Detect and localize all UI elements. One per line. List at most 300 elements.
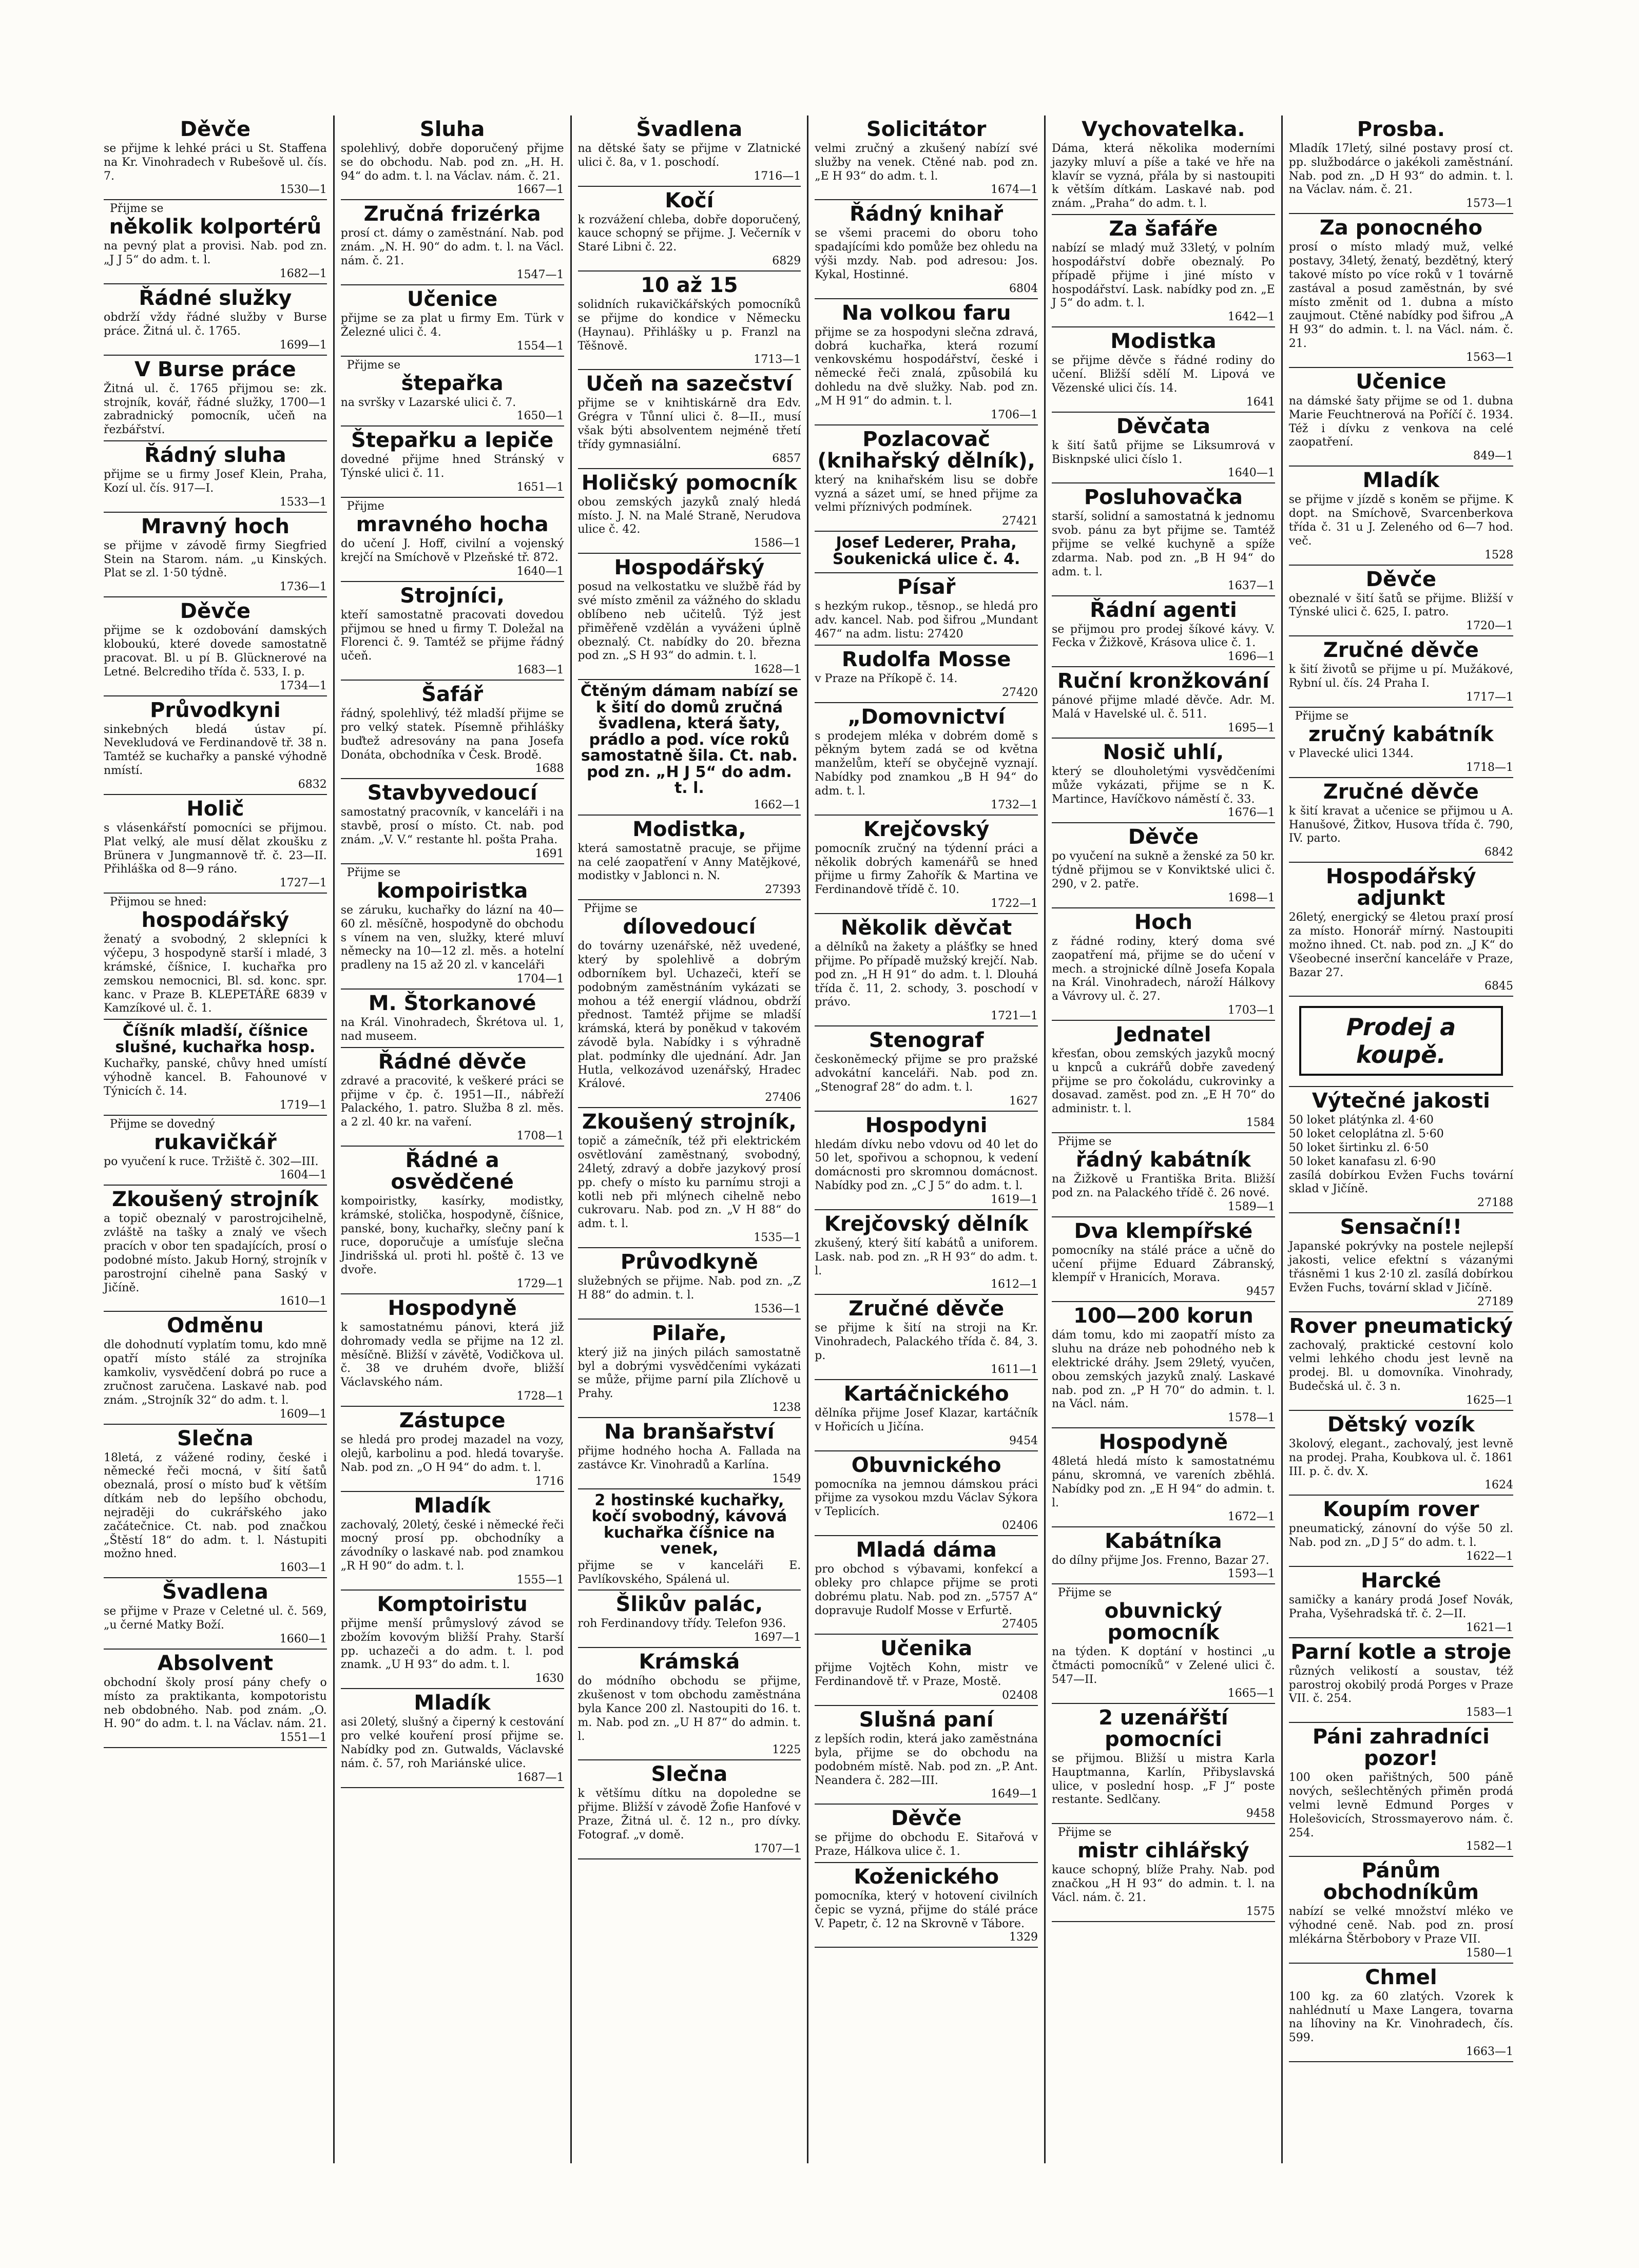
ad-heading: Kartáčnického — [843, 1382, 1009, 1406]
classified-ad — [104, 200, 327, 284]
ad-body: se záruku, kuchařky do lázní na 40—60 zl. měsíčně, hospodyně do obchodu s vínem na ven, služky, které mluví německy na 10—12 zl. měs. a hotelní pradleny na 15 až 20 zl. v kanceláři — [340, 903, 564, 972]
ad-reference: 1720—1 — [1466, 619, 1513, 633]
classified-ad — [341, 285, 564, 357]
ad-reference: 1578—1 — [1227, 1411, 1275, 1425]
classified-ad — [578, 370, 801, 469]
ad-reference: 1583—1 — [1466, 1706, 1513, 1719]
ad-body: s prodejem mléka v dobrém domě s pěkným bytem zadá se od května manželům, kteří se obyčejně vyznají. Nabídky pod znamkou „B H 94“ do adm. t. l. — [815, 729, 1038, 798]
classified-ad — [1289, 214, 1513, 368]
classified-ad — [1052, 596, 1275, 668]
classified-ad — [815, 1380, 1038, 1451]
classified-ad — [1289, 1087, 1513, 1213]
classified-ad — [815, 532, 1038, 573]
ad-reference: 6857 — [772, 452, 801, 465]
ad-reference: 1703—1 — [1227, 1003, 1275, 1017]
ad-heading: Učeň na sazečství — [586, 372, 793, 396]
ad-body: pomocník zručný na týdenní práci a několik dobrých kamenářů se hned přijme u firmy Zahořík & Martina ve Ferdinandově třídě č. 10. — [815, 842, 1038, 897]
ad-body: 26letý, energický se 4letou praxí prosí za místo. Honorář mírný. Nastoupiti možno ihned. Ct. nab. pod zn. „J K“ do Všeobecné inserční kanceláře v Praze, Bazar 27. — [1288, 911, 1513, 979]
classified-ad — [815, 1706, 1038, 1805]
classified-ad — [578, 554, 801, 680]
classified-ad — [1052, 115, 1275, 215]
ad-heading: Mravný hoch — [141, 514, 290, 538]
classified-ad — [815, 1210, 1038, 1295]
ad-body: se přijme v Praze v Celetné ul. č. 569, „u černé Matky Boží. — [104, 1605, 327, 1632]
ad-reference: 1589—1 — [1227, 1200, 1275, 1213]
ad-body: pneumatický, zánovní do výše 50 zl. Nab. pod zn. „D J 5“ do adm. t. l. — [1288, 1522, 1513, 1549]
classified-ad — [1052, 667, 1275, 739]
ad-reference: 1535—1 — [754, 1231, 801, 1245]
ad-body: dělníka přijme Josef Klazar, kartáčník v Hořicích u Jičína. — [815, 1406, 1038, 1433]
classified-ad — [341, 1147, 564, 1294]
ad-body: nabízí se velké množství mléko ve výhodné ceně. Nab. pod zn. prosí mlékárna Štěrbobory v Praze VII. — [1288, 1905, 1513, 1946]
ad-heading: Chmel — [1365, 1965, 1437, 1989]
ad-body: se přijme k šití na stroji na Kr. Vinohradech, Palackého třída č. 84, 3. p. — [815, 1322, 1038, 1363]
classified-ad — [341, 1492, 564, 1591]
ad-heading: hospodářský — [141, 908, 290, 933]
classified-ad — [1289, 778, 1513, 863]
ad-heading: Krejčovský — [863, 817, 990, 841]
ad-reference: 1662—1 — [754, 798, 801, 811]
ad-reference: 1688 — [535, 762, 564, 776]
classified-ad — [578, 1108, 801, 1248]
classified-ad — [104, 441, 327, 513]
ad-heading: 10 až 15 — [641, 274, 738, 298]
classified-ad — [815, 816, 1038, 914]
ad-body: se přijme v závodě firmy Siegfried Stein na Starom. nám. „u Kinských. Plat se zl. 1·50 týdně. — [104, 539, 327, 580]
ad-reference: 1575 — [1246, 1905, 1275, 1918]
ad-reference: 27420 — [1002, 686, 1038, 699]
ad-body: služebných se přijme. Nab. pod zn. „Z H 88“ do admin. t. l. — [577, 1275, 801, 1302]
ad-body: pomocníka, který v hotovení civilních čepic se vyzná, přijme do stálé práce V. Papetr, č. 12 na Skrovně v Tábore. — [815, 1890, 1038, 1930]
ad-reference: 1547—1 — [516, 268, 564, 281]
ad-reference: 1728—1 — [516, 1390, 564, 1403]
ad-body: 18letá, z vážené rodiny, české i německé řeči mocná, v šití šatů obeznalá, prosí o místo buď k větším dítkám neb do lepšího obchodu, nejraději do cukrářského jako začátečnice. Ct. nab. pod značkou „Štěstí 18“ do adm. t. l. Nástupiti možno hned. — [104, 1451, 327, 1561]
ad-heading: Čtěným dámam nabízí se k šití do domů zručná švadlena, která šaty, prádlo a pod. více roků samostatně šila. Ct. nab. pod zn. „H J 5“ do adm. t. l. — [580, 682, 798, 798]
classified-ad — [341, 357, 564, 427]
ad-reference: 02406 — [1002, 1519, 1038, 1533]
classified-ad — [1052, 215, 1275, 327]
ad-reference: 1699—1 — [279, 338, 327, 352]
ad-body: kteří samostatně pracovati dovedou přijmou se hned u firmy T. Doležal na Florenci č. 9. Tamtéž se přijme řádný učeň. — [340, 608, 564, 663]
ad-reference: 1563—1 — [1466, 351, 1513, 364]
ad-body: posud na velkostatku ve službě řád by své místo změnil za vážného do skladu oblíbeno neb učitelů. Týž jest přiměřeně vzdělán a vyváženi úplně obeznalý. Ct. nabídky do 20. března pod zn. „S H 93“ do admin. t. l. — [577, 580, 801, 663]
ad-heading: Zručná frizérka — [363, 202, 541, 226]
classified-ad — [104, 284, 327, 356]
ad-heading: Jednatel — [1115, 1022, 1211, 1046]
classified-ad — [104, 115, 327, 200]
classified-ad — [104, 795, 327, 894]
ad-body: obchodní školy prosí pány chefy o místo za praktikanta, kompotoristu neb obdobného. Nab. pod znám. „O. H. 90“ do adm. t. l. na Václav. nám. 21. — [104, 1676, 327, 1731]
ad-reference: 1716—1 — [754, 169, 801, 183]
classified-ad — [104, 1312, 327, 1424]
ad-heading: 2 uzenářští pomocníci — [1098, 1705, 1228, 1751]
ad-body: se přijmou. Bližší u mistra Karla Hauptmanna, Karlín, Přibyslavská ulice, v poslední hosp. „F J“ poste restante. Sedlčany. — [1052, 1752, 1275, 1807]
ad-body: zachovalý, 20letý, české i německé řeči mocný prosí pp. obchodníky a závodníky o laskavé nab. pod znamkou „R H 90“ do adm. t. l. — [340, 1518, 564, 1573]
ad-reference: 6804 — [1009, 282, 1038, 295]
ad-body: na Žižkově u Františka Brita. Bližší pod zn. na Palackého třídě č. 26 nové. — [1052, 1173, 1275, 1199]
classified-ad — [578, 1760, 801, 1859]
ad-heading: Hoch — [1134, 910, 1192, 934]
ad-reference: 1717—1 — [1466, 690, 1513, 704]
ad-reference: 1704—1 — [516, 973, 564, 986]
classified-ad — [1289, 1857, 1513, 1963]
ad-body: přijme se u firmy Josef Klein, Praha, Kozí ul. čís. 917—I. — [104, 468, 327, 495]
classified-ad — [578, 272, 801, 370]
ad-body: v Plavecké ulici 1344. — [1288, 747, 1414, 760]
ad-body: samostatný pracovník, v kanceláři i na stavbě, prosí o místo. Ct. nab. pod znám. „V. V.“ restante hl. pošta Praha. — [340, 806, 564, 847]
ad-heading: 100—200 korun — [1073, 1304, 1254, 1328]
ad-body: českoněmecký přijme se pro pražské advokátní kanceláři. Nab. pod zn. „Stenograf 28“ do adm. t. l. — [815, 1053, 1038, 1094]
classified-ad — [341, 681, 564, 779]
ad-body: dovedné přijme hned Stránský v Týnské ulici č. 11. — [340, 453, 564, 480]
ad-heading: Děvče — [180, 599, 250, 624]
ad-heading: Slušná paní — [859, 1708, 994, 1732]
classified-ad — [578, 900, 801, 1108]
ad-reference: 1642—1 — [1227, 311, 1275, 324]
ad-heading: Švadlena — [636, 118, 743, 141]
ad-heading: Strojníci, — [400, 584, 505, 608]
ad-heading: Zástupce — [399, 1409, 506, 1433]
ad-body: 100 kg. za 60 zlatých. Vzorek k nahlédnutí u Maxe Langera, tovarna na líhoviny na Kr. Vinohradech, čís. 599. — [1288, 1990, 1513, 2045]
ad-heading: Na branšařství — [604, 1420, 775, 1444]
ad-body: zkušený, který šití kabátů a uniforem. Lask. nab. pod zn. „R H 93“ do adm. t. l. — [815, 1236, 1038, 1277]
ad-heading: Solicitátor — [866, 118, 987, 141]
ad-heading: Učenice — [407, 287, 498, 311]
ad-body: po vyučení na sukně a ženské za 50 kr. týdně přijmou se v Konviktské ulici č. 290, v 2. patře. — [1052, 850, 1275, 891]
ad-reference: 1667—1 — [516, 183, 564, 197]
ad-heading: Řádné služky — [139, 286, 292, 311]
ad-heading: Holič — [186, 797, 244, 821]
classified-ad — [1052, 413, 1275, 484]
ad-heading: Šafář — [421, 683, 484, 707]
ad-heading: Mladík — [414, 1691, 491, 1715]
ad-body: k šití šatů přijme se Liksumrová v Bisknpské ulici číslo 1. — [1052, 439, 1275, 466]
ad-body: 50 loket plátýnka zl. 4·60 50 loket celoplátna zl. 5·60 50 loket širtinku zl. 6·50 50 loket kanafasu zl. 6·90 zasílá dobírkou Evžen Fuchs tovární sklad v Jičíně. — [1288, 1114, 1513, 1196]
classified-ad — [578, 115, 801, 187]
ad-body: přijme se v knihtiskárně dra Edv. Grégra v Tůnní ulici č. 8—II., musí však býti absolventem nejméně třetí třídy gymnasiální. — [577, 397, 801, 451]
classified-ad — [1052, 908, 1275, 1021]
ad-reference: 1625—1 — [1466, 1393, 1513, 1407]
ad-reference: 1528 — [1484, 548, 1513, 561]
ad-body: pomocníka na jemnou dámskou práci přijme za vysokou mzdu Václav Sýkora v Teplicích. — [815, 1478, 1038, 1519]
classified-ad — [815, 200, 1038, 299]
ad-reference: 1630 — [535, 1672, 564, 1685]
ad-heading: mravného hocha — [356, 513, 549, 537]
ad-heading: Hospodářský — [614, 556, 765, 580]
ad-heading: Na volkou faru — [841, 301, 1011, 325]
ad-body: Mladík 17letý, silné postavy prosí ct. pp. službodárce o jakékoli zaměstnání. Nab. pod zn. „D H 93“ do admin. t. l. na Václav. nám. č. 21. — [1288, 142, 1513, 197]
ad-heading: Několik děvčat — [841, 916, 1012, 940]
ad-heading: Stavbyvedoucí — [367, 781, 537, 805]
ad-reference: 1584 — [1246, 1116, 1275, 1130]
ad-reference: 1640—1 — [1227, 467, 1275, 480]
ad-body: dám tomu, kdo mi zaopatří místo za sluhu na dráze neb pohodného neb k elektrické dráhy. Jsem 29letý, vyučen, obou zemských jazyků znalý. Laskavé nab. pod zn. „P H 70“ do admin. t. l. na Václ. nám. — [1052, 1329, 1275, 1411]
ad-heading: Řádné a osvědčené — [391, 1148, 514, 1194]
ad-reference: 1732—1 — [991, 798, 1038, 811]
classified-ad — [1052, 739, 1275, 823]
ad-heading: Děvče — [891, 1807, 962, 1831]
ad-body: na dámské šaty přijme se od 1. dubna Marie Feuchtnerová na Poříčí č. 1934. Též i dívku z venkova na celé zaopatření. — [1288, 394, 1513, 449]
ad-heading: Sensační!! — [1340, 1215, 1462, 1239]
ad-reference: 1716 — [535, 1475, 564, 1488]
ad-reference: 9457 — [1246, 1285, 1275, 1298]
column-6 — [1283, 115, 1519, 2163]
classified-ad — [341, 1689, 564, 1788]
classified-ad — [1289, 368, 1513, 467]
ad-heading: zručný kabátník — [1308, 722, 1494, 746]
ad-heading: kompoiristka — [376, 879, 528, 903]
ad-reference: 1593—1 — [1227, 1567, 1275, 1581]
ad-prefix: Přijmou se hned: — [110, 896, 207, 909]
ad-reference: 6829 — [772, 255, 801, 268]
ad-body: k šití kravat a učenice se přijmou u A. Hanušové, Žitkov, Husova třída č. 790, IV. parto. — [1288, 804, 1513, 845]
classified-ad — [1052, 327, 1275, 412]
ad-reference: 1530—1 — [279, 183, 327, 197]
ad-heading: dílovedoucí — [623, 915, 756, 939]
classified-ad — [1289, 1964, 1513, 2062]
ad-reference: 1238 — [772, 1401, 801, 1414]
ad-heading: Mladík — [414, 1494, 491, 1518]
ad-reference: 1672—1 — [1227, 1510, 1275, 1523]
ad-heading: Prosba. — [1357, 118, 1445, 141]
ad-reference: 1582—1 — [1466, 1840, 1513, 1853]
classified-ad — [815, 115, 1038, 200]
classified-ad — [1289, 115, 1513, 214]
classified-ad — [815, 1863, 1038, 1948]
ad-reference: 27188 — [1477, 1196, 1513, 1210]
ad-prefix: Přijme se — [346, 358, 401, 372]
classified-ad — [578, 1418, 801, 1489]
classified-ad — [341, 1591, 564, 1689]
classified-ad — [104, 1186, 327, 1312]
classified-ad — [104, 597, 327, 696]
ad-heading: Děvčata — [1116, 414, 1210, 438]
ad-body: 48letá hledá místo k samostatnému pánu, skromná, ve vareních zběhlá. Nabídky pod zn. „E H 94“ do admin. t. l. — [1052, 1455, 1275, 1509]
ad-body: Kuchařky, panské, chůvy hned umístí výhodně kancel. B. Fahounové v Týnicích č. 14. — [104, 1057, 327, 1098]
ad-reference: 1533—1 — [279, 495, 327, 509]
ad-reference: 1619—1 — [991, 1193, 1038, 1206]
ad-reference: 1610—1 — [279, 1295, 327, 1308]
ad-heading: Kočí — [665, 188, 714, 212]
ad-heading: Mladík — [1362, 469, 1440, 493]
ad-heading: Děvče — [180, 118, 250, 141]
classified-ad — [1289, 863, 1513, 997]
ad-body: v Praze na Příkopě č. 14. — [815, 672, 958, 685]
classified-ad — [341, 115, 564, 200]
newspaper-page — [98, 115, 1519, 2163]
ad-reference: 27405 — [1002, 1618, 1038, 1631]
ad-reference: 1554—1 — [516, 339, 564, 353]
ad-reference: 1603—1 — [279, 1561, 327, 1575]
ad-reference: 1604—1 — [279, 1169, 327, 1182]
ad-body: ženatý a svobodný, 2 sklepníci k výčepu, 3 hospodyně starší i mladé, 3 krámské, číšnice, I. kuchařka pro zemskou nemocnici, Bl. sd. konc. spr. kanc. v Praze B. KLEPETÁŘE 6839 v Kamzíkové ul. č. 1. — [104, 933, 327, 1015]
ad-body: přijme se v kanceláři E. Pavlíkovského, Spálená ul. — [577, 1559, 801, 1586]
classified-ad — [104, 1020, 327, 1115]
ad-heading: Zkoušený strojník — [112, 1188, 319, 1212]
ad-heading: Krámská — [639, 1650, 740, 1674]
classified-ad — [1052, 823, 1275, 908]
ad-heading: Parní kotle a stroje — [1290, 1640, 1512, 1664]
ad-reference: 9454 — [1009, 1434, 1038, 1447]
ad-heading: Vychovatelka. — [1082, 118, 1245, 141]
ad-reference: 27393 — [765, 883, 801, 897]
ad-heading: Číšník mladší, číšnice slušné, kuchařka hosp. — [115, 1022, 316, 1056]
ad-reference: 1719—1 — [279, 1098, 327, 1112]
classified-ad — [104, 1650, 327, 1748]
ad-body: přijme se za hospodyni slečna zdravá, dobrá kuchařka, která rozumí venkovskému hospodářství, české i německé řeči znalá, způsobilá ku dohledu na dvě služky. Nab. pod zn. „M H 91“ do admin. t. l. — [815, 325, 1038, 408]
ad-heading: Písař — [897, 575, 956, 599]
classified-ad — [815, 1635, 1038, 1706]
ad-heading: několik kolportérů — [109, 215, 322, 239]
ad-reference: 1586—1 — [754, 537, 801, 550]
ad-heading: Obuvnického — [851, 1453, 1001, 1477]
classified-ad — [578, 187, 801, 272]
ad-heading: Řádný knihař — [850, 202, 1004, 226]
classified-ad — [1289, 1567, 1513, 1638]
ad-reference: 02408 — [1002, 1689, 1038, 1702]
ad-heading: Mladá dáma — [856, 1538, 997, 1562]
ad-reference: 1637—1 — [1227, 579, 1275, 592]
ad-body: řádný, spolehlivý, též mladší přijme se pro velký statek. Písemně přihlášky buďtež adresovány na pana Josefa Donáta, obchodníka v Česk. Brodě. — [340, 707, 564, 762]
classified-ad — [104, 513, 327, 597]
ad-body: dle dohodnutí vyplatím tomu, kdo mně opatří místo stálé za strojníka kamkoliv, vysvědčení dobrá po ruce a zručnost zaručena. Laskavé nab. pod znám. „Strojník 32“ do adm. t. l. — [104, 1339, 327, 1407]
classified-ad — [1052, 1704, 1275, 1824]
classified-ad — [341, 1048, 564, 1147]
ad-body: kompoiristky, kasírky, modistky, krámské, stolička, hospodyně, číšnice, panské, bony, kuchařky, slečny paní k ruce, doporučuje a umísťuje slečna Jindrišská ul. proti hl. poště č. 13 ve dvoře. — [340, 1194, 564, 1277]
classified-ad — [1289, 1312, 1513, 1411]
ad-heading: Zručné děvče — [849, 1297, 1005, 1321]
classified-ad — [1289, 708, 1513, 778]
ad-reference: 1727—1 — [279, 877, 327, 890]
column-1 — [98, 115, 335, 2163]
column-2 — [335, 115, 572, 2163]
ad-body: sinkebných bledá ústav pí. Nevekludová ve Ferdinandově tř. 38 n. Tamtéž se kuchařky a panské výhodně nmístí. — [104, 723, 327, 778]
ad-reference: 1627 — [1009, 1094, 1038, 1108]
ad-body: 100 oken pařištných, 500 páně nových, sešlechtěných přiměn prodá velmi levně Edmund Porges v Holešovicích, Strossmayerovo nám. č. 254. — [1288, 1771, 1513, 1839]
classified-ad — [1052, 1021, 1275, 1133]
ad-reference: 1698—1 — [1227, 891, 1275, 904]
ad-body: pomocníky na stálé práce a učně do učení přijme Eduard Zábranský, klempíř v Hranicích, Morava. — [1052, 1244, 1275, 1285]
ad-reference: 1573—1 — [1466, 197, 1513, 210]
ad-body: kauce schopný, blíže Prahy. Nab. pod značkou „H H 93“ do admin. t. l. na Václ. nám. č. 21. — [1052, 1864, 1275, 1904]
ad-body: solidních rukavičkářských pomocníků se přijme do kondice v Německu (Haynau). Přihlášky u p. Franzl na Těšnově. — [577, 298, 801, 353]
ad-body: obdrží vždy řádné služby v Burse práce. Žitná ul. č. 1765. — [104, 311, 327, 338]
classified-ad — [341, 200, 564, 285]
ad-heading: Rover pneumatický — [1289, 1314, 1513, 1338]
classified-ad — [815, 914, 1038, 1026]
classified-ad — [1289, 997, 1513, 1087]
ad-reference: 1536—1 — [754, 1302, 801, 1315]
classified-ad — [341, 498, 564, 582]
ad-reference: 27406 — [765, 1091, 801, 1104]
ad-heading: Za ponocného — [1319, 216, 1482, 240]
ad-reference: 1729—1 — [516, 1277, 564, 1290]
ad-heading: Hospodářský adjunkt — [1326, 865, 1476, 910]
classified-ad — [1289, 566, 1513, 637]
ad-heading: Sluha — [419, 118, 485, 141]
ad-body: k většímu dítku na dopoledne se přijme. Bližší v závodě Žofie Hanfové v Praze, Žitná ul. č. 12 n., pro dívky. Fotograf. „v domě. — [577, 1787, 801, 1841]
ad-body: na pevný plat a provisi. Nab. pod zn. „J J 5“ do adm. t. l. — [104, 240, 327, 267]
ad-body: prosí o místo mladý muž, velké postavy, 34letý, ženatý, bezdětný, který takové místo po více roků v 1 továrně zastával a posud zaměstnán, by své místo změnit od 1. dubna a místo zaujmout. Ctěné nabídky pod šifrou „A H 93“ do admin. t. l. na Václ. nám. č. 21. — [1288, 241, 1513, 351]
classified-ad — [578, 469, 801, 554]
ad-prefix: Přijme — [346, 500, 384, 513]
ad-heading: Řádné děvče — [378, 1050, 527, 1074]
ad-heading: štepařka — [401, 371, 504, 395]
ad-reference: 1551—1 — [279, 1731, 327, 1744]
ad-body: obou zemských jazyků znalý hledá místo. J. N. na Malé Straně, Nerudova ulice č. 42. — [577, 495, 801, 536]
ad-reference: 849—1 — [1473, 450, 1513, 463]
classified-ad — [341, 1294, 564, 1407]
ad-body: který již na jiných pilách samostatně byl a dobrými vysvědčeními vykázati se může, přijme parní pila Zlíchově u Prahy. — [577, 1346, 801, 1401]
ad-reference: 1660—1 — [279, 1632, 327, 1645]
ad-heading: Zručné děvče — [1323, 638, 1479, 663]
ad-heading: Ruční kronžkování — [1057, 669, 1269, 693]
classified-ad — [815, 299, 1038, 425]
ad-body: Dáma, která několika moderními jazyky mluví a píše a také ve hře na klavír se vyzná, přála by si nastoupiti k větším dítkám. Laskavé nab. pod znám. „Praha“ do adm. t. l. — [1052, 142, 1275, 210]
classified-ad — [341, 779, 564, 864]
ad-reference: 1695—1 — [1227, 721, 1275, 734]
classified-ad — [1052, 1133, 1275, 1217]
classified-ad — [104, 1425, 327, 1579]
ad-body: se přijme k lehké práci u St. Staffena na Kr. Vinohradech v Rubešově ul. čís. 7. — [104, 142, 327, 183]
ad-reference: 1721—1 — [991, 1010, 1038, 1023]
classified-ad — [815, 1026, 1038, 1111]
ad-body: přijme hodného hocha A. Fallada na zastávce Kr. Vinohradů a Karlína. — [577, 1445, 801, 1471]
ad-body: s vlásenkářstí pomocníci se přijmou. Plat velký, ale musí dělat zkoušku z Brünera v Jungmannově tř. č. 23—II. Přihláška od 8—9 ráno. — [104, 821, 327, 876]
ad-prefix: Přijme se — [110, 202, 164, 216]
ad-body: k rozvážení chleba, dobře doporučený, kauce schopný se přijme. J. Večerník v Staré Libni č. 22. — [577, 213, 801, 254]
ad-prefix: Přijme se — [1295, 709, 1349, 723]
ad-heading: Hospodyně — [1098, 1430, 1228, 1455]
ad-heading: Hospodyně — [388, 1296, 517, 1320]
ad-body: který se dlouholetými vysvědčeními může vykázati, přijme se n K. Martince, Havíčkovo náměstí č. 33. — [1052, 765, 1275, 806]
ad-body: Žitná ul. č. 1765 přijmou se: zk. strojník, kovář, řádné služky, 1700—1 zabradnický pomocník, učeň na řezbářství. — [104, 382, 327, 437]
ad-reference: 1683—1 — [516, 664, 564, 677]
classified-ad — [815, 1536, 1038, 1635]
ad-body: na dětské šaty se přijme v Zlatnické ulici č. 8a, v 1. poschodí. — [577, 142, 801, 169]
classified-ad — [341, 427, 564, 498]
ad-reference: 1708—1 — [516, 1129, 564, 1142]
ad-body: roh Ferdinandovy třídy. Telefon 936. — [577, 1617, 786, 1631]
ad-heading: Dětský vozík — [1327, 1412, 1475, 1437]
ad-heading: Řádní agenti — [1090, 598, 1237, 622]
classified-ad — [104, 1116, 327, 1186]
ad-body: se přijme děvče s řádné rodiny do učení. Bližší sdělí M. Lipová ve Vězenské ulici čís. 14. — [1052, 354, 1275, 395]
ad-body: zdravé a pracovité, k veškeré práci se přijme v čp. č. 1951—II., nábřeží Palackého, 1. patro. Služba 8 zl. měs. a 2 zl. 40 kr. na vaření. — [340, 1074, 564, 1129]
ad-heading: Koupím rover — [1323, 1498, 1479, 1522]
ad-heading: M. Štorkanové — [368, 992, 536, 1016]
ad-reference: 1611—1 — [991, 1363, 1038, 1376]
classified-ad — [1052, 1527, 1275, 1585]
ad-heading: Pánům obchodníkům — [1323, 1859, 1479, 1905]
ad-reference: 1682—1 — [279, 267, 327, 281]
ad-prefix: Přijme se — [346, 866, 401, 879]
classified-ad — [578, 1489, 801, 1591]
ad-body: pánové přijme mladé děvče. Adr. M. Malá v Havelské ul. č. 511. — [1052, 694, 1275, 721]
classified-ad — [1289, 1213, 1513, 1312]
classified-ad — [341, 990, 564, 1048]
ad-body: starší, solidní a samostatná k jednomu svob. pánu za byt přijme se. Tamtéž přijme se velké kuchyně a spíže zdarma. Nab. pod zn. „B H 94“ do adm. t. l. — [1052, 510, 1275, 578]
ad-body: přijme se za plat u firmy Em. Türk v Železné ulici č. 4. — [340, 312, 564, 339]
ad-prefix: Přijme se — [1058, 1135, 1112, 1149]
ad-heading: Nosič uhlí, — [1103, 740, 1224, 764]
ad-reference: 1609—1 — [279, 1407, 327, 1421]
ad-heading: Průvodkyně — [620, 1250, 758, 1274]
ad-reference: 1736—1 — [279, 580, 327, 594]
ad-body: z řádné rodiny, který doma své zaopatření má, přijme se do učení v mech. a strojnické dílně Josefa Kopala na Král. Vinohradech, nároží Hálkovy a Vávrovy ul. č. 27. — [1052, 935, 1275, 1003]
ad-heading: Slečna — [651, 1762, 728, 1787]
classified-ad — [104, 696, 327, 795]
